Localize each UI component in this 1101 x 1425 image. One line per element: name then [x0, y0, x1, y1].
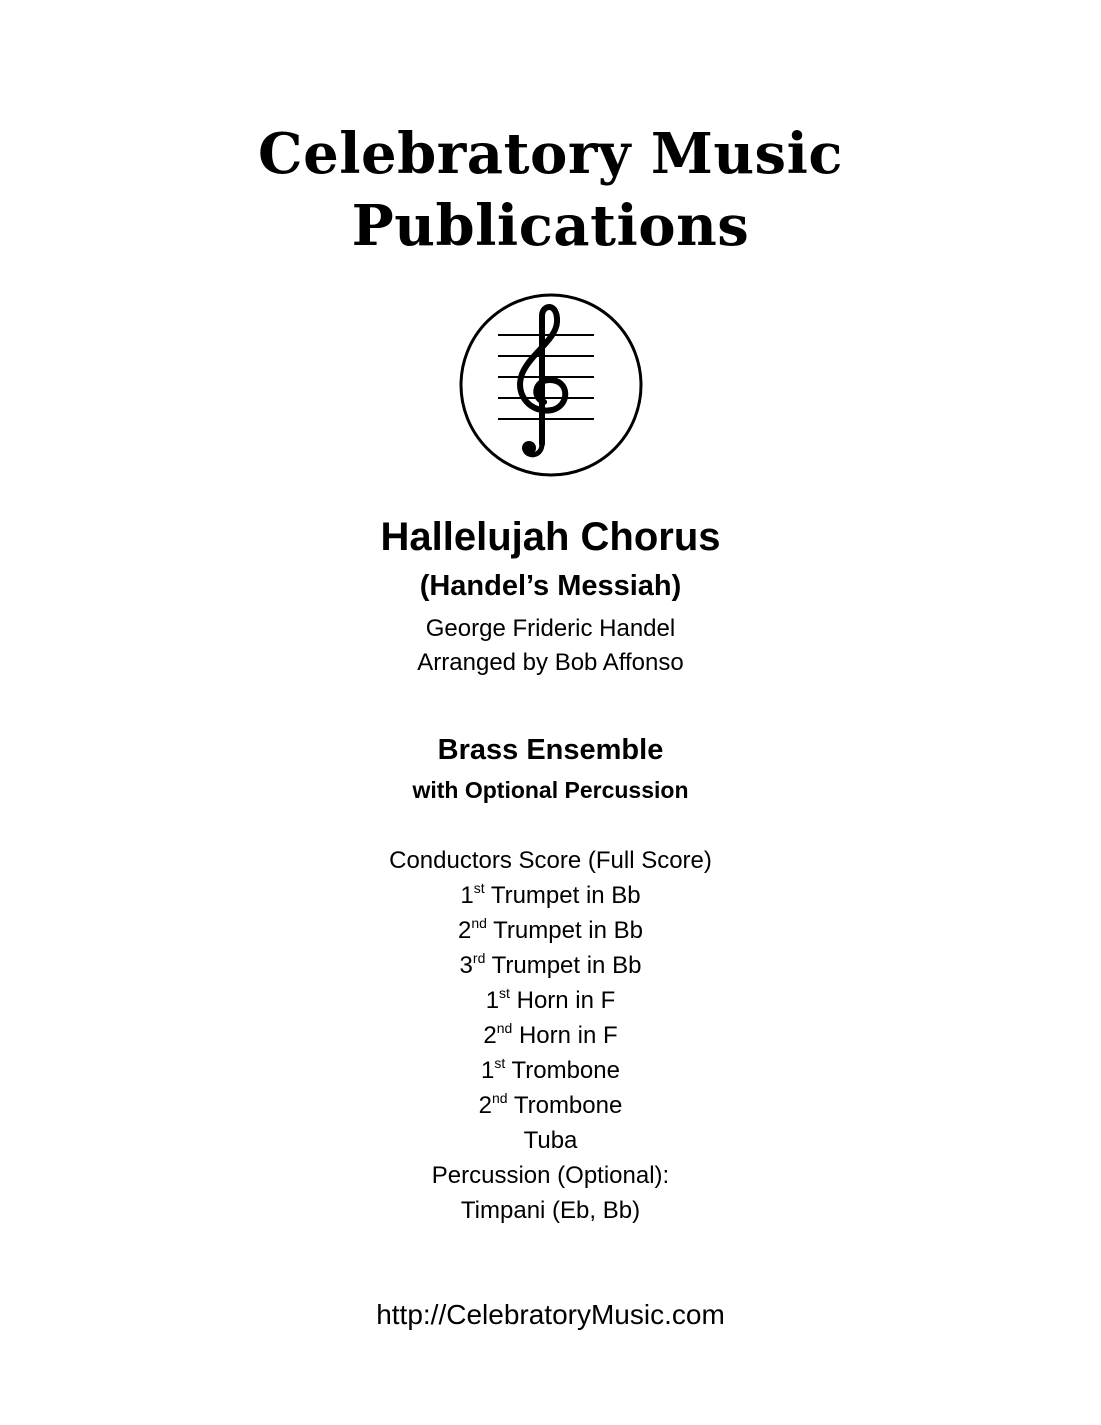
part-item: Percussion (Optional): [431, 1162, 670, 1189]
piece-title: Hallelujah Chorus [380, 515, 721, 559]
piece-subtitle: (Handel’s Messiah) [419, 570, 682, 602]
publisher-title [0, 118, 1101, 262]
part-item: Tuba [523, 1127, 578, 1154]
part-item: 2nd Horn in F [483, 1020, 618, 1049]
publisher-title-line1: Celebratory Music [258, 121, 843, 187]
ensemble-name: Brass Ensemble [437, 734, 664, 766]
parts-list [0, 843, 1101, 1228]
part-item: 1st Trumpet in Bb [460, 880, 641, 909]
part-item: Timpani (Eb, Bb) [460, 1197, 641, 1224]
part-item: 3rd Trumpet in Bb [459, 950, 642, 979]
part-item: 2nd Trombone [478, 1090, 623, 1119]
ensemble-subtitle: with Optional Percussion [412, 777, 689, 803]
part-item: Conductors Score (Full Score) [389, 847, 712, 874]
part-item: 1st Trombone [481, 1055, 620, 1084]
composer: George Frideric Handel [425, 615, 676, 642]
publisher-title-line2: Publications [351, 193, 750, 259]
arranger: Arranged by Bob Affonso [417, 649, 684, 676]
website-link[interactable]: http://CelebratoryMusic.com [376, 1299, 725, 1330]
part-item: 2nd Trumpet in Bb [457, 915, 643, 944]
treble-clef-in-circle-icon [458, 292, 644, 478]
part-item: 1st Horn in F [485, 985, 616, 1014]
